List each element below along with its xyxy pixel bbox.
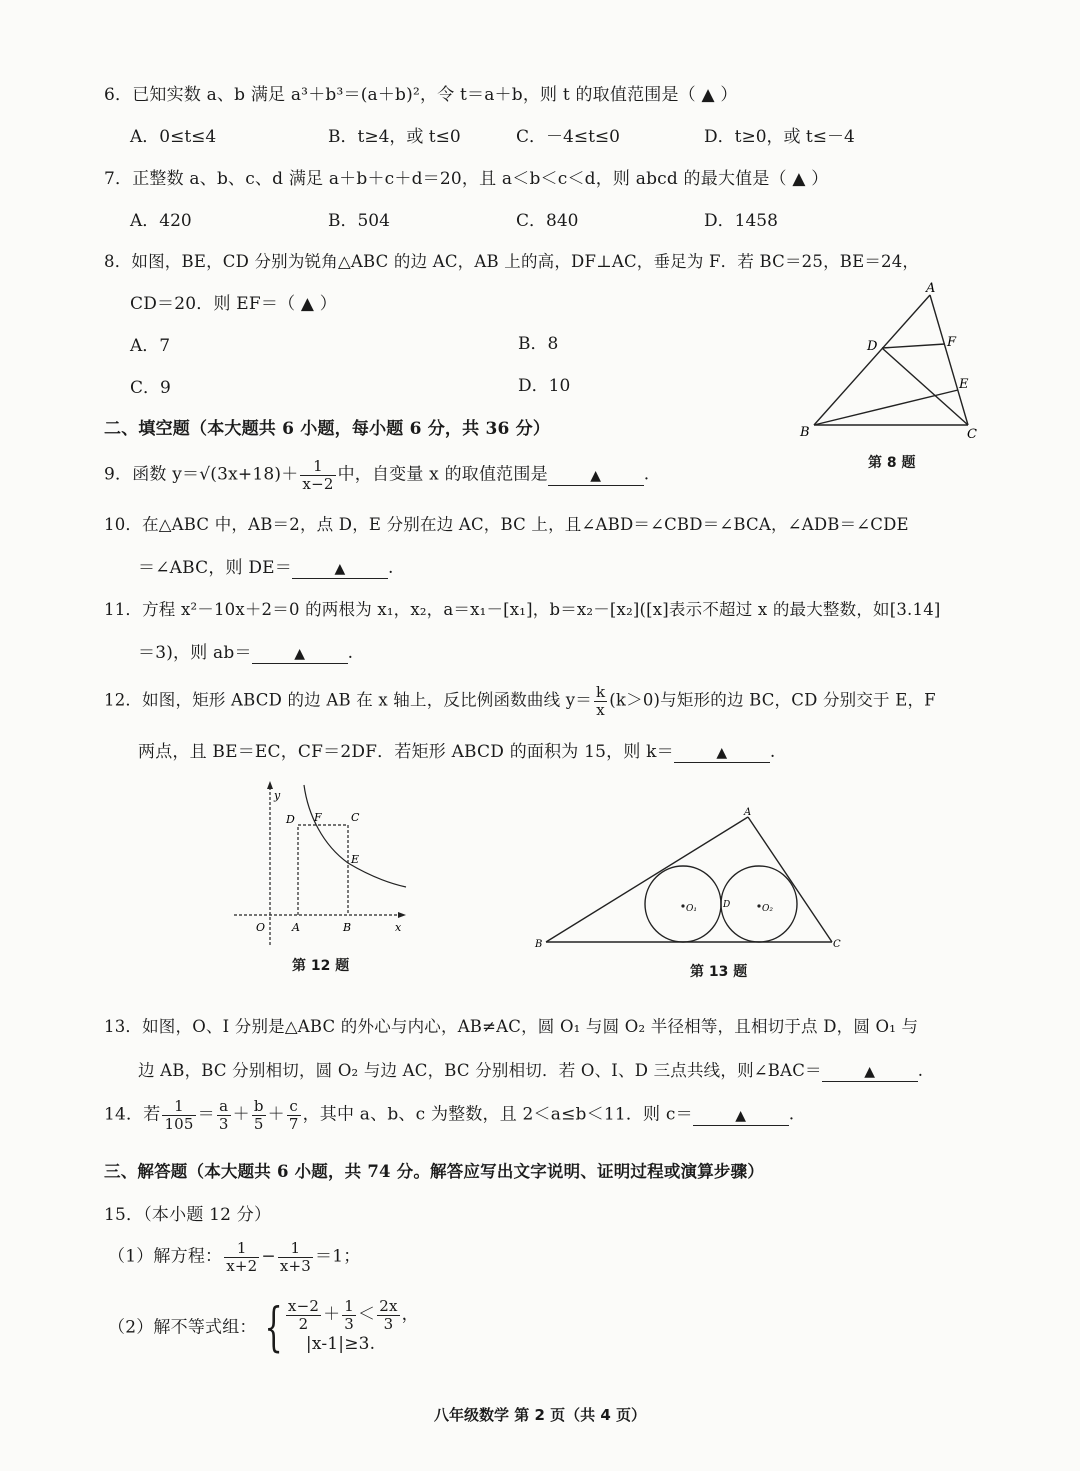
q15-p2-frac-2-den: 3 [344, 1314, 355, 1333]
q13-label-a: A [744, 807, 752, 818]
q8-segment-cd [882, 348, 968, 425]
q14-frac-2 [217, 1098, 231, 1132]
q9-end: . [643, 464, 650, 485]
q14-plus-2: ＋ [267, 1104, 285, 1125]
q15-p2-frac-2 [342, 1298, 356, 1332]
q8-segment-df [882, 344, 945, 348]
q13-side-ac [748, 817, 832, 942]
q15-p1-frac-1-den: x+2 [226, 1256, 258, 1275]
q14-frac-4-num: c [287, 1098, 301, 1116]
q12-blank-marker: ▲ [716, 745, 728, 761]
q14-blank-marker: ▲ [735, 1107, 747, 1124]
q8-figure [790, 280, 990, 450]
q12-label-d: D [286, 813, 295, 826]
q12-answer-blank[interactable] [674, 742, 770, 763]
q15-ineq-1 [284, 1298, 419, 1332]
q15-p1-frac-1 [224, 1240, 259, 1274]
q9-frac-num: 1 [300, 458, 335, 476]
q6-option-d: D．t≥0，或 t≤－4 [704, 127, 855, 147]
q8-stem-line2: CD＝20．则 EF＝（ ▲ ） [130, 294, 337, 314]
q8-segment-be [814, 390, 958, 425]
q11-line2-text: ＝3)，则 ab＝ [138, 643, 252, 663]
q9-line [104, 458, 649, 492]
q14-plus-1: ＋ [232, 1104, 250, 1125]
q13-blank-marker: ▲ [864, 1064, 876, 1080]
q12-label-y: y [274, 789, 281, 802]
q12-label-e: E [351, 853, 360, 866]
q13-figure-caption: 第 13 题 [690, 964, 748, 980]
q8-option-a: A．7 [130, 336, 171, 356]
q15-p1-frac-2-den: x+3 [279, 1256, 312, 1275]
q12-suffix: (k＞0)与矩形的边 BC，CD 分别交于 E，F [609, 690, 936, 710]
q7-option-c: C．840 [516, 211, 579, 231]
q15-ineq-2: |x-1|≥3. [305, 1334, 376, 1354]
q8-option-b: B．8 [518, 334, 559, 354]
q12-hyperbola [304, 785, 406, 887]
q8-label-e: E [959, 377, 969, 392]
q9-answer-blank[interactable] [548, 465, 644, 486]
q7-option-a: A．420 [130, 211, 192, 231]
q9-blank-marker: ▲ [590, 467, 602, 484]
q12-end: . [769, 742, 776, 762]
q12-fraction [594, 684, 607, 718]
q7-stem: 7．正整数 a、b、c、d 满足 a＋b＋c＋d＝20，且 a＜b＜c＜d，则 abcd 的最大值是（ ▲ ） [104, 169, 829, 189]
q15-p2-frac-3-num: 2x [379, 1297, 398, 1315]
section2-heading: 二、填空题（本大题共 6 小题，每小题 6 分，共 36 分） [104, 419, 551, 439]
q13-label-o1: O₁ [686, 904, 697, 914]
q14-eq: ＝ [197, 1104, 215, 1125]
section3-heading: 三、解答题（本大题共 6 小题，共 74 分。解答应写出文字说明、证明过程或演算步骤） [104, 1162, 765, 1181]
q15-p2-frac-2-num: 1 [344, 1297, 355, 1315]
q12-figure-caption: 第 12 题 [292, 958, 350, 974]
q15-p1-suffix: ＝1； [315, 1246, 361, 1267]
q13-figure [530, 805, 850, 955]
q15-p2-frac-1-num: x−2 [287, 1297, 320, 1315]
q9-fraction [300, 458, 335, 492]
q14-answer-blank[interactable] [693, 1105, 789, 1126]
q12-label-o: O [256, 921, 266, 934]
q14-frac-2-num: a [217, 1098, 231, 1116]
q6-stem: 6．已知实数 a、b 满足 a³＋b³＝(a＋b)²，令 t＝a＋b，则 t 的取值范围是（ ▲ ） [104, 85, 738, 105]
q6-option-a: A．0≤t≤4 [130, 127, 217, 147]
q13-line2 [138, 1057, 923, 1082]
q10-end: . [387, 558, 394, 578]
q14-frac-2-den: 3 [218, 1114, 229, 1133]
q8-side-ab [814, 295, 930, 425]
page-footer: 八年级数学 第 2 页（共 4 页） [434, 1406, 646, 1424]
q12-prefix: 12．如图，矩形 ABCD 的边 AB 在 x 轴上，反比例函数曲线 y＝ [104, 690, 592, 710]
q8-option-c: C．9 [130, 378, 171, 398]
q11-blank-marker: ▲ [294, 646, 306, 662]
q13-circle-o1 [645, 866, 721, 942]
q8-label-b: B [800, 425, 810, 440]
q6-option-b: B．t≥4，或 t≤0 [328, 127, 461, 147]
q10-blank-marker: ▲ [334, 561, 346, 577]
q10-line2 [138, 553, 394, 579]
q13-side-ab [546, 817, 748, 942]
q13-label-d: D [723, 900, 731, 910]
q8-label-a: A [926, 281, 936, 296]
q15-system-brace: { [264, 1297, 283, 1358]
q14-end: . [788, 1104, 795, 1125]
q15-part2 [108, 1298, 419, 1358]
q8-figure-caption: 第 8 题 [868, 455, 916, 471]
q13-label-c: C [833, 939, 841, 950]
q14-line [104, 1098, 794, 1132]
q12-line2-text: 两点，且 BE＝EC，CF＝2DF．若矩形 ABCD 的面积为 15，则 k＝ [138, 742, 674, 762]
q13-circle-o2 [721, 866, 797, 942]
q13-label-b: B [535, 939, 543, 950]
q14-frac-3 [252, 1098, 266, 1132]
q15-p2-comma: ， [401, 1304, 419, 1325]
q15-p2-frac-3-den: 3 [383, 1314, 394, 1333]
q14-frac-3-den: 5 [253, 1114, 264, 1133]
q15-inequality-system [284, 1298, 419, 1358]
q14-frac-4 [287, 1098, 301, 1132]
q12-frac-num: k [595, 683, 606, 701]
q11-end: . [347, 643, 354, 663]
q7-option-b: B．504 [328, 211, 390, 231]
q9-suffix: 中，自变量 x 的取值范围是 [337, 464, 548, 485]
q12-figure [228, 775, 418, 950]
q8-label-c: C [967, 427, 977, 442]
q8-option-d: D．10 [518, 376, 571, 396]
q8-stem-line1: 8．如图，BE，CD 分别为锐角△ABC 的边 AC，AB 上的高，DF⊥AC，垂足为 F．若 BC＝25，BE＝24， [104, 252, 920, 271]
q14-prefix: 14．若 [104, 1104, 161, 1125]
q13-line2-text: 边 AB，BC 分别相切，圆 O₂ 与边 AC，BC 分别相切．若 O、I、D 三点共线，则∠BAC＝ [138, 1061, 822, 1080]
q12-label-a: A [292, 921, 300, 934]
q10-answer-blank[interactable] [292, 558, 388, 579]
q12-label-c: C [351, 811, 360, 824]
q12-label-f: F [314, 811, 322, 824]
q15-p2-plus: ＋ [323, 1304, 341, 1325]
q14-frac-4-den: 7 [288, 1114, 299, 1133]
q14-frac-1 [162, 1098, 195, 1132]
q12-line2 [138, 737, 775, 763]
q7-option-d: D．1458 [704, 211, 778, 231]
q15-p1-frac-1-num: 1 [224, 1240, 259, 1258]
q15-p1-frac-2 [278, 1240, 313, 1274]
q13-end: . [917, 1061, 924, 1080]
q15-p1-minus: − [261, 1246, 276, 1267]
q8-label-f: F [947, 335, 957, 350]
q13-line1: 13．如图，O、I 分别是△ABC 的外心与内心，AB≠AC，圆 O₁ 与圆 O₂ 半径相等，且相切于点 D，圆 O₁ 与 [104, 1017, 919, 1036]
q11-answer-blank[interactable] [252, 643, 348, 664]
q15-p2-frac-1-den: 2 [298, 1314, 309, 1333]
q14-suffix: ，其中 a、b、c 为整数，且 2＜a≤b＜11．则 c＝ [302, 1104, 693, 1125]
q14-frac-1-num: 1 [162, 1098, 195, 1116]
q13-answer-blank[interactable] [822, 1061, 918, 1082]
q8-label-d: D [867, 339, 878, 354]
q15-p2-lt: ＜ [358, 1304, 376, 1325]
q15-part1-prefix: （1）解方程： [108, 1246, 223, 1267]
q8-side-ac [930, 295, 968, 425]
q12-line1 [104, 684, 936, 718]
q10-line2-text: ＝∠ABC，则 DE＝ [138, 558, 292, 578]
q15-part2-prefix: （2）解不等式组： [108, 1317, 257, 1338]
q12-rectangle [298, 825, 348, 915]
q9-prefix: 9．函数 y＝√(3x+18)＋ [104, 464, 299, 485]
q9-frac-den: x−2 [302, 474, 334, 493]
q11-line2 [138, 638, 353, 664]
q15-p2-frac-3 [377, 1298, 399, 1332]
q15-p1-frac-2-num: 1 [278, 1240, 313, 1258]
q6-option-c: C．－4≤t≤0 [516, 127, 620, 147]
q15-part1 [108, 1240, 360, 1274]
q14-frac-3-num: b [253, 1097, 264, 1115]
q13-label-o2: O₂ [762, 904, 773, 914]
q12-label-b: B [343, 921, 352, 934]
q10-line1: 10．在△ABC 中，AB＝2，点 D，E 分别在边 AC，BC 上，且∠ABD＝∠CBD＝∠BCA，∠ADB＝∠CDE [104, 515, 909, 534]
q15-p2-frac-1 [286, 1298, 321, 1332]
q14-frac-1-den: 105 [164, 1114, 194, 1133]
q12-label-x: x [395, 921, 402, 934]
q11-line1: 11．方程 x²－10x＋2＝0 的两根为 x₁，x₂，a＝x₁－[x₁]，b＝x₂－[x₂]([x]表示不超过 x 的最大整数，如[3.14] [104, 600, 941, 619]
q15-title: 15．（本小题 12 分） [104, 1205, 272, 1225]
q12-frac-den: x [596, 700, 605, 719]
